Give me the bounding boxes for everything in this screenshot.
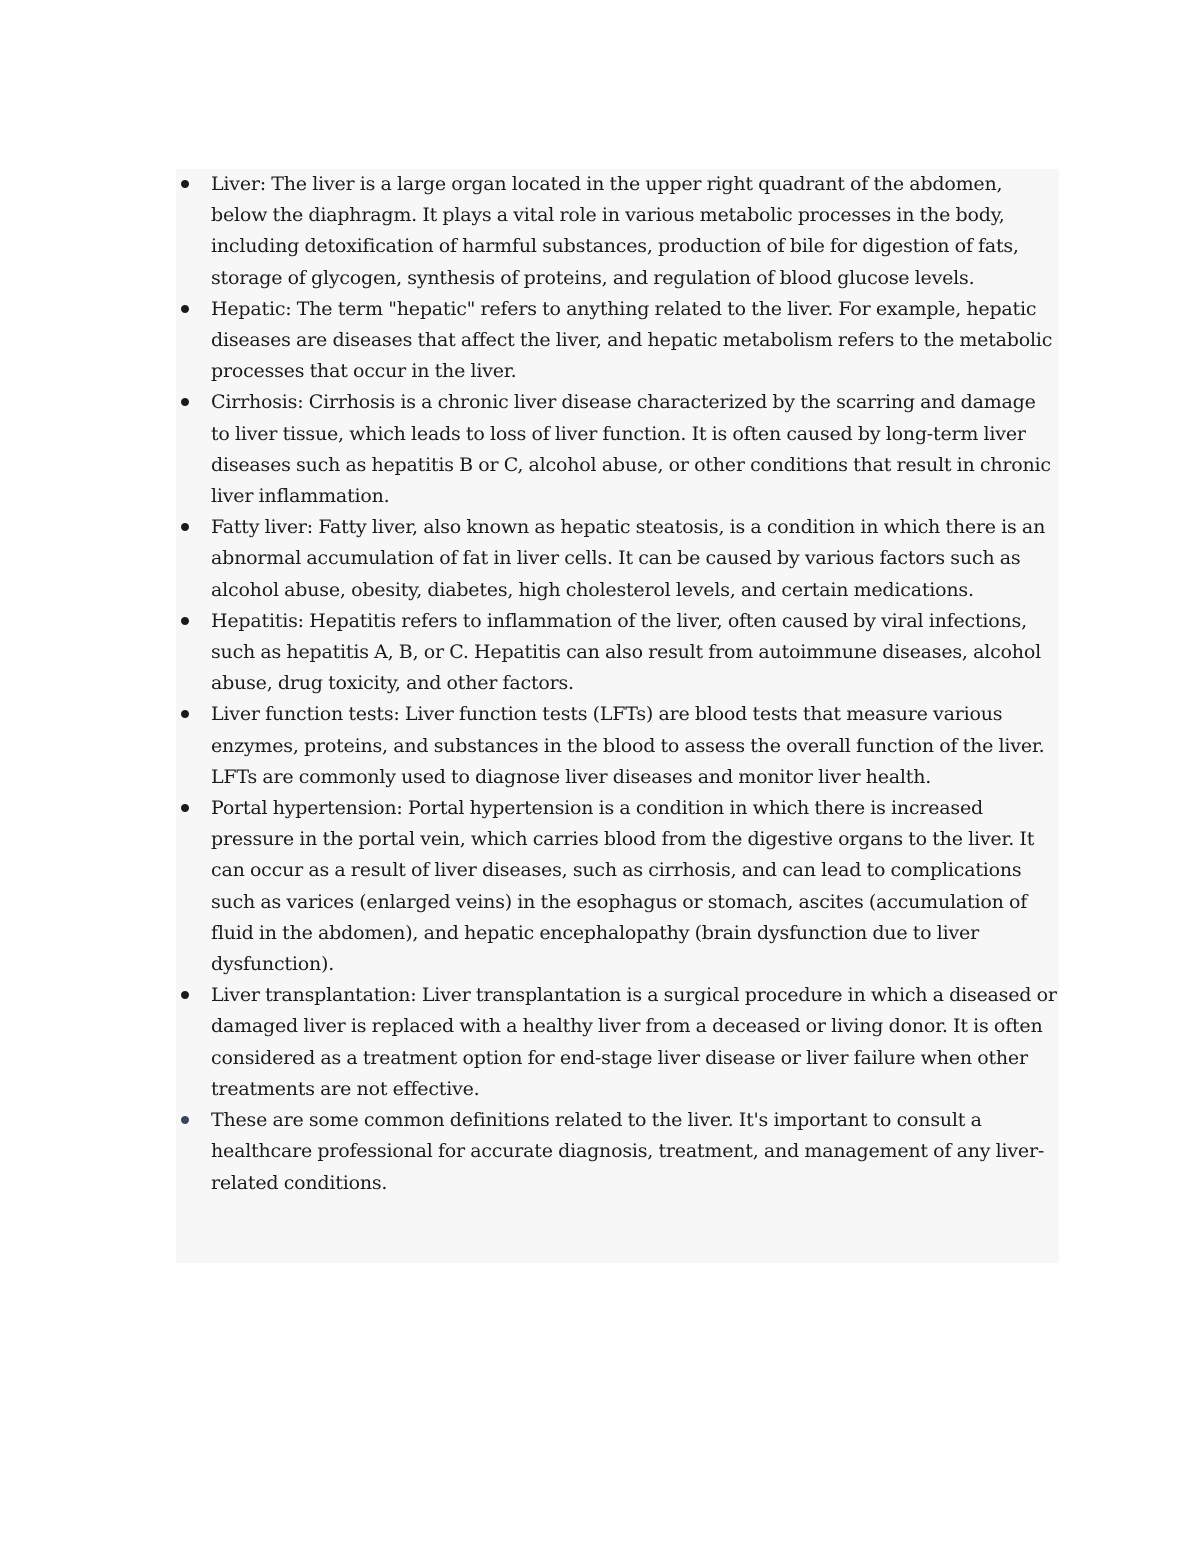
list-item-hepatitis: [176, 606, 1059, 700]
bullet-icon: [181, 398, 189, 406]
list-item-liver-transplantation: [176, 980, 1059, 1105]
bullet-icon: [181, 804, 189, 812]
bullet-icon: [181, 523, 189, 531]
list-item-cirrhosis: [176, 387, 1059, 512]
list-item-text: Liver function tests: Liver function tests (LFTs) are blood tests that measure various enzymes, proteins, and substances in the blood to assess the overall function of the liver. LFTs are commonly used to diagnose liver diseases and monitor liver health.: [211, 703, 1045, 788]
list-item-text: These are some common definitions related to the liver. It's important to consult a healthcare professional for accurate diagnosis, treatment, and management of any liver-related conditions.: [211, 1109, 1045, 1194]
bullet-icon: [181, 710, 189, 718]
list-item-text: Liver: The liver is a large organ located in the upper right quadrant of the abdomen, below the diaphragm. It plays a vital role in various metabolic processes in the body, including detoxification of harmful substances, production of bile for digestion of fats, storage of glycogen, synthesis of proteins, and regulation of blood glucose levels.: [211, 173, 1019, 289]
bullet-icon: [181, 1116, 189, 1124]
list-item-liver: [176, 169, 1059, 294]
list-item-liver-function-tests: [176, 699, 1059, 793]
list-item-text: Portal hypertension: Portal hypertension is a condition in which there is increased pressure in the portal vein, which carries blood from the digestive organs to the liver. It can occur as a result of liver diseases, such as cirrhosis, and can lead to complications such as varices (enlarged veins) in the esophagus or stomach, ascites (accumulation of fluid in the abdomen), and hepatic encephalopathy (brain dysfunction due to liver dysfunction).: [211, 797, 1035, 976]
list-item-text: Fatty liver: Fatty liver, also known as hepatic steatosis, is a condition in which there is an abnormal accumulation of fat in liver cells. It can be caused by various factors such as alcohol abuse, obesity, diabetes, high cholesterol levels, and certain medications.: [211, 516, 1046, 601]
list-item-text: Hepatic: The term "hepatic" refers to anything related to the liver. For example, hepatic diseases are diseases that affect the liver, and hepatic metabolism refers to the metabolic processes that occur in the liver.: [211, 297, 1053, 383]
list-item-text: Hepatitis: Hepatitis refers to inflammation of the liver, often caused by viral infections, such as hepatitis A, B, or C. Hepatitis can also result from autoimmune diseases, alcohol abuse, drug toxicity, and other factors.: [211, 609, 1041, 695]
definitions-list: [176, 169, 1059, 1199]
list-item-fatty-liver: [176, 512, 1059, 606]
bullet-icon: [181, 991, 189, 999]
definitions-block: [176, 169, 1059, 1263]
bullet-icon: [181, 617, 189, 625]
list-item-hepatic: [176, 294, 1059, 388]
bullet-icon: [181, 180, 189, 188]
list-item-portal-hypertension: [176, 793, 1059, 980]
list-item-closing-note: [176, 1105, 1059, 1199]
bullet-icon: [181, 305, 189, 313]
list-item-text: Cirrhosis: Cirrhosis is a chronic liver disease characterized by the scarring and damage to liver tissue, which leads to loss of liver function. It is often caused by long-term liver diseases such as hepatitis B or C, alcohol abuse, or other conditions that result in chronic liver inflammation.: [211, 391, 1051, 508]
list-item-text: Liver transplantation: Liver transplantation is a surgical procedure in which a diseased or damaged liver is replaced with a healthy liver from a deceased or living donor. It is often considered as a treatment option for end-stage liver disease or liver failure when other treatments are not effective.: [211, 984, 1057, 1100]
